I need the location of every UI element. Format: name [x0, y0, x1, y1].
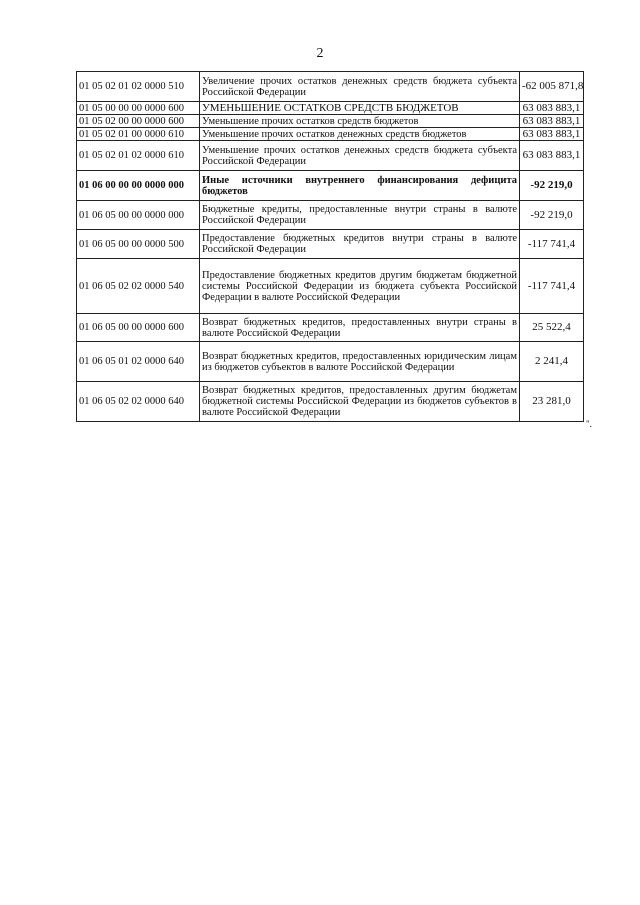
- amount-cell: 63 083 883,1: [520, 102, 584, 115]
- budget-code-cell: 01 05 02 01 00 0000 610: [77, 128, 200, 141]
- budget-sources-table: [76, 71, 584, 422]
- amount-cell: -92 219,0: [520, 171, 584, 201]
- amount-cell: -117 741,4: [520, 259, 584, 314]
- item-name-cell: Возврат бюджетных кредитов, предоставленных другим бюджетам бюджетной системы Российской Федерации из бюджетов субъектов в валюте Российской Федерации: [200, 382, 520, 422]
- item-name-cell: Увеличение прочих остатков денежных средств бюджета субъекта Российской Федерации: [200, 72, 520, 102]
- budget-code-cell: 01 05 02 01 02 0000 510: [77, 72, 200, 102]
- item-name-cell: Уменьшение прочих остатков средств бюджетов: [200, 115, 520, 128]
- item-name-cell: Предоставление бюджетных кредитов внутри страны в валюте Российской Федерации: [200, 230, 520, 259]
- table-body: [77, 72, 584, 422]
- table-row: [77, 314, 584, 342]
- table-row: [77, 171, 584, 201]
- item-name-cell: Иные источники внутреннего финансирования дефицита бюджетов: [200, 171, 520, 201]
- page-number: 2: [316, 46, 324, 61]
- amount-cell: 63 083 883,1: [520, 115, 584, 128]
- amount-cell: -92 219,0: [520, 201, 584, 230]
- item-name-cell: Бюджетные кредиты, предоставленные внутри страны в валюте Российской Федерации: [200, 201, 520, 230]
- budget-code-cell: 01 05 02 01 02 0000 610: [77, 141, 200, 171]
- amount-cell: 63 083 883,1: [520, 128, 584, 141]
- item-name-cell: Уменьшение прочих остатков денежных средств бюджета субъекта Российской Федерации: [200, 141, 520, 171]
- table-row: [77, 115, 584, 128]
- item-name-cell: Возврат бюджетных кредитов, предоставленных внутри страны в валюте Российской Федерации: [200, 314, 520, 342]
- table-row: [77, 141, 584, 171]
- budget-code-cell: 01 06 05 02 02 0000 540: [77, 259, 200, 314]
- closing-quote-mark: ".: [586, 419, 592, 429]
- table-row: [77, 230, 584, 259]
- budget-code-cell: 01 06 05 00 00 0000 000: [77, 201, 200, 230]
- table-row: [77, 102, 584, 115]
- table-row: [77, 342, 584, 382]
- table-row: [77, 382, 584, 422]
- table-row: [77, 259, 584, 314]
- item-name-cell: Возврат бюджетных кредитов, предоставленных юридическим лицам из бюджетов субъектов в валюте Российской Федерации: [200, 342, 520, 382]
- item-name-cell: Уменьшение прочих остатков денежных средств бюджетов: [200, 128, 520, 141]
- budget-code-cell: 01 05 00 00 00 0000 600: [77, 102, 200, 115]
- amount-cell: -62 005 871,8: [520, 72, 584, 102]
- item-name-cell: Предоставление бюджетных кредитов другим бюджетам бюджетной системы Российской Федерации из бюджета субъекта Российской Федерации в валюте Российской Федерации: [200, 259, 520, 314]
- budget-code-cell: 01 05 02 00 00 0000 600: [77, 115, 200, 128]
- budget-code-cell: 01 06 00 00 00 0000 000: [77, 171, 200, 201]
- table-row: [77, 201, 584, 230]
- item-name-cell: УМЕНЬШЕНИЕ ОСТАТКОВ СРЕДСТВ БЮДЖЕТОВ: [200, 102, 520, 115]
- amount-cell: 25 522,4: [520, 314, 584, 342]
- amount-cell: 63 083 883,1: [520, 141, 584, 171]
- amount-cell: 23 281,0: [520, 382, 584, 422]
- budget-code-cell: 01 06 05 00 00 0000 500: [77, 230, 200, 259]
- table-row: [77, 128, 584, 141]
- budget-code-cell: 01 06 05 02 02 0000 640: [77, 382, 200, 422]
- budget-code-cell: 01 06 05 01 02 0000 640: [77, 342, 200, 382]
- amount-cell: -117 741,4: [520, 230, 584, 259]
- table-row: [77, 72, 584, 102]
- budget-code-cell: 01 06 05 00 00 0000 600: [77, 314, 200, 342]
- amount-cell: 2 241,4: [520, 342, 584, 382]
